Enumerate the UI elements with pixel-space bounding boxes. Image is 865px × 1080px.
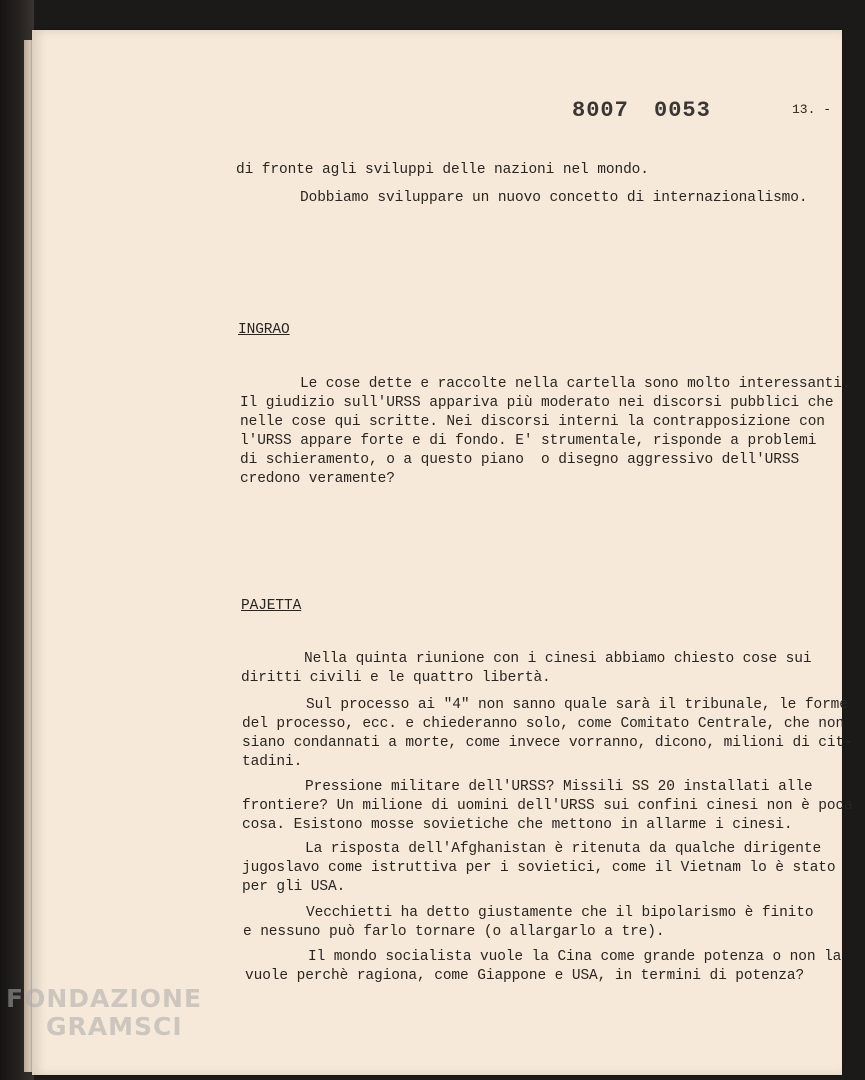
watermark-line2: GRAMSCI <box>46 1012 183 1041</box>
text-line: per gli USA. <box>242 879 346 895</box>
text-line: Vecchietti ha detto giustamente che il bipolarismo è finito <box>306 905 814 921</box>
text-line: Sul processo ai "4" non sanno quale sarà il tribunale, le forme <box>306 697 848 713</box>
watermark-line1: FONDAZIONE <box>6 984 203 1013</box>
document-page <box>32 30 853 1075</box>
fondazione-gramsci-watermark <box>6 985 202 1041</box>
text-line: Dobbiamo sviluppare un nuovo concetto di internazionalismo. <box>300 190 808 206</box>
text-line: credono veramente? <box>240 471 395 487</box>
text-line: cosa. Esistono mosse sovietiche che mettono in allarme i cinesi. <box>242 817 793 833</box>
text-line: vuole perchè ragiona, come Giappone e USA, in termini di potenza? <box>245 968 805 984</box>
page-number: 13. - <box>792 102 832 117</box>
text-line: Nella quinta riunione con i cinesi abbiamo chiesto cose sui <box>304 651 812 667</box>
archive-number-part2: 0053 <box>654 98 711 123</box>
archive-number-part1: 8007 <box>572 98 629 123</box>
text-line: di fronte agli sviluppi delle nazioni nel mondo. <box>236 162 649 178</box>
text-line: diritti civili e le quattro libertà. <box>241 670 551 686</box>
text-line: Il mondo socialista vuole la Cina come grande potenza o non la <box>308 949 842 965</box>
speaker-heading: INGRAO <box>238 322 290 338</box>
text-line: jugoslavo come istruttiva per i sovietici, come il Vietnam lo è stato <box>242 860 836 876</box>
text-line: Pressione militare dell'URSS? Missili SS 20 installati alle <box>305 779 813 795</box>
speaker-heading: PAJETTA <box>241 598 302 614</box>
text-line: l'URSS appare forte e di fondo. E' strumentale, risponde a problemi <box>240 433 817 449</box>
text-line: Il giudizio sull'URSS appariva più moderato nei discorsi pubblici che <box>240 395 834 411</box>
text-line: tadini. <box>242 754 303 770</box>
text-line: La risposta dell'Afghanistan è ritenuta da qualche dirigente <box>305 841 822 857</box>
text-line: e nessuno può farlo tornare (o allargarlo a tre). <box>243 924 665 940</box>
text-line: del processo, ecc. e chiederanno solo, come Comitato Centrale, che non <box>242 716 845 732</box>
text-line: siano condannati a morte, come invece vorranno, dicono, milioni di cit- <box>242 735 853 751</box>
text-line: frontiere? Un milione di uomini dell'URSS sui confini cinesi non è poca <box>242 798 853 814</box>
text-line: di schieramento, o a questo piano o disegno aggressivo dell'URSS <box>240 452 800 468</box>
text-line: nelle cose qui scritte. Nei discorsi interni la contrapposizione con <box>240 414 825 430</box>
text-line: Le cose dette e raccolte nella cartella sono molto interessanti. <box>300 376 851 392</box>
